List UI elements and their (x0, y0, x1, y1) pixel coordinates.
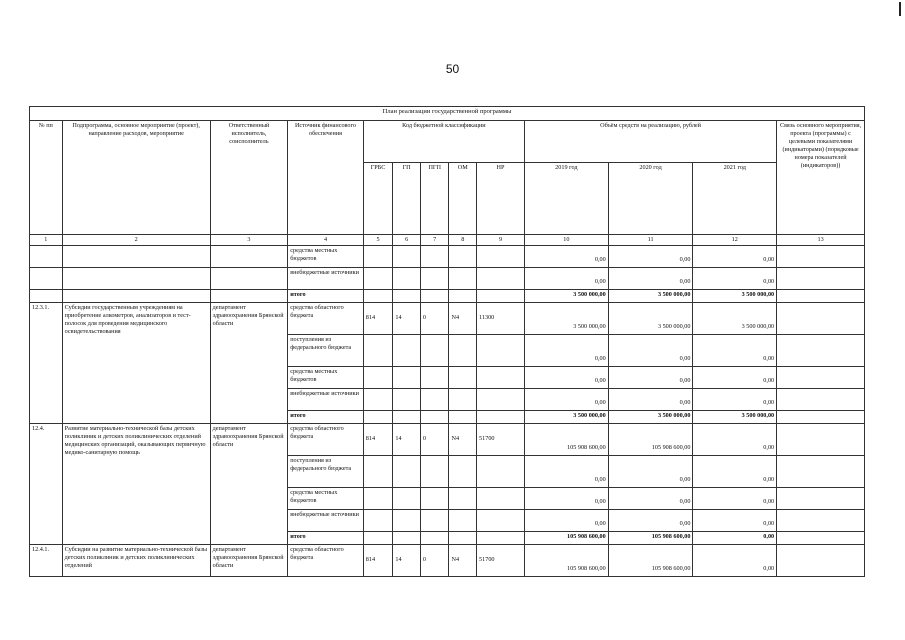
row-amount-2021: 3 500 000,00 (693, 410, 777, 423)
header-subprogram: Подпрограмма, основное мероприятие (проект), направление расходов, мероприятие (62, 121, 210, 235)
row-amount-2020: 0,00 (608, 455, 693, 487)
row-source: средства областного бюджета (288, 423, 364, 455)
table-row (30, 423, 865, 455)
row-code-grbs (363, 289, 393, 302)
column-number: 1 (30, 235, 63, 246)
row-amount-2019: 0,00 (525, 245, 609, 267)
header-budget-code: Код бюджетной классификации (363, 121, 524, 163)
row-code-np (477, 289, 525, 302)
row-code-np (477, 334, 525, 366)
row-code-np (477, 487, 525, 509)
column-number: 11 (608, 235, 693, 246)
row-source: поступления из федерального бюджета (288, 455, 364, 487)
row-amount-2021: 0,00 (693, 334, 777, 366)
row-code-np (477, 388, 525, 410)
scan-edge-mark (899, 2, 901, 16)
row-code-gp (393, 366, 421, 388)
row-code-om (449, 410, 477, 423)
row-code-gp (393, 289, 421, 302)
program-plan-table (29, 106, 865, 577)
row-amount-2019: 3 500 000,00 (525, 410, 609, 423)
row-amount-2021: 0,00 (693, 388, 777, 410)
row-code-pgp (420, 366, 449, 388)
row-code-grbs (363, 509, 393, 531)
row-link (777, 388, 865, 410)
row-source: средства местных бюджетов (288, 245, 364, 267)
row-code-om (449, 455, 477, 487)
row-responsible (210, 289, 288, 302)
header-responsible: Ответственный исполнитель, соисполнитель (210, 121, 288, 235)
row-source: итого (288, 289, 364, 302)
row-amount-2020: 0,00 (608, 487, 693, 509)
header-np: НР (477, 163, 525, 235)
header-om: ОМ (449, 163, 477, 235)
row-responsible: департамент здравоохранения Брянской области (210, 423, 288, 544)
column-number: 6 (393, 235, 421, 246)
row-amount-2021: 3 500 000,00 (693, 289, 777, 302)
row-link (777, 544, 865, 576)
table-title: План реализации государственной программы (30, 107, 865, 121)
row-code-grbs (363, 531, 393, 544)
row-amount-2020: 0,00 (608, 267, 693, 289)
row-amount-2019: 105 908 600,00 (525, 531, 609, 544)
row-code-grbs: 814 (363, 423, 393, 455)
row-amount-2019: 0,00 (525, 509, 609, 531)
row-code-pgp (420, 267, 449, 289)
row-link (777, 531, 865, 544)
header-2021: 2021 год (693, 163, 777, 235)
row-amount-2019: 0,00 (525, 455, 609, 487)
row-code-grbs (363, 366, 393, 388)
row-code-om (449, 245, 477, 267)
row-code-grbs (363, 410, 393, 423)
row-number (30, 289, 63, 302)
row-code-om (449, 334, 477, 366)
row-link (777, 509, 865, 531)
row-code-pgp (420, 245, 449, 267)
row-code-pgp (420, 289, 449, 302)
row-amount-2021: 0,00 (693, 245, 777, 267)
row-code-pgp (420, 410, 449, 423)
row-activity: Субсидии на развитие материально-технической базы детских поликлиник и детских поликлинических отделений (62, 544, 210, 576)
row-code-np (477, 410, 525, 423)
column-number: 5 (363, 235, 393, 246)
column-number: 8 (449, 235, 477, 246)
row-activity: Развитие материально-технической базы детских поликлиник и детских поликлинических отделений медицинских организаций, оказывающих первичную медико-санитарную помощь (62, 423, 210, 544)
column-number: 10 (525, 235, 609, 246)
header-gp: ГП (393, 163, 421, 235)
row-code-om: N4 (449, 302, 477, 334)
row-amount-2020: 105 908 600,00 (608, 531, 693, 544)
row-code-grbs (363, 455, 393, 487)
row-code-grbs (363, 334, 393, 366)
row-number: 12.3.1. (30, 302, 63, 423)
table-row (30, 289, 865, 302)
row-number: 12.4.1. (30, 544, 63, 576)
row-link (777, 423, 865, 455)
column-number: 7 (420, 235, 449, 246)
row-link (777, 334, 865, 366)
row-code-gp (393, 245, 421, 267)
row-code-gp (393, 334, 421, 366)
header-num: № пп (30, 121, 63, 235)
row-code-gp (393, 388, 421, 410)
row-code-om: N4 (449, 423, 477, 455)
row-amount-2021: 0,00 (693, 423, 777, 455)
row-code-pgp (420, 531, 449, 544)
row-code-gp (393, 487, 421, 509)
row-amount-2020: 0,00 (608, 388, 693, 410)
row-code-np: 51700 (477, 544, 525, 576)
row-code-pgp: 0 (420, 302, 449, 334)
table-row (30, 302, 865, 334)
row-link (777, 289, 865, 302)
row-activity: Субсидии государственным учреждениям на приобретение алкометров, анализаторов и тест-полосок для проведения медицинского освидетельствования (62, 302, 210, 423)
row-code-pgp (420, 487, 449, 509)
row-activity (62, 289, 210, 302)
row-source: поступления из федерального бюджета (288, 334, 364, 366)
row-code-np (477, 531, 525, 544)
row-code-gp (393, 410, 421, 423)
row-code-om (449, 289, 477, 302)
row-source: итого (288, 531, 364, 544)
row-code-grbs: 814 (363, 544, 393, 576)
row-activity (62, 245, 210, 267)
row-code-om (449, 267, 477, 289)
row-amount-2021: 0,00 (693, 531, 777, 544)
table-row (30, 245, 865, 267)
table-row (30, 267, 865, 289)
row-source: средства местных бюджетов (288, 487, 364, 509)
row-amount-2021: 0,00 (693, 267, 777, 289)
row-code-grbs (363, 487, 393, 509)
row-amount-2021: 0,00 (693, 544, 777, 576)
row-code-om (449, 388, 477, 410)
row-number (30, 245, 63, 267)
header-pgp: ПГП (420, 163, 449, 235)
header-2019: 2019 год (525, 163, 609, 235)
row-link (777, 267, 865, 289)
header-volume: Объём средств на реализацию, рублей (525, 121, 777, 163)
row-code-np (477, 455, 525, 487)
row-code-gp: 14 (393, 302, 421, 334)
row-link (777, 455, 865, 487)
row-code-np: 11300 (477, 302, 525, 334)
column-number: 3 (210, 235, 288, 246)
row-responsible: департамент здравоохранения Брянской области (210, 302, 288, 423)
row-code-om (449, 487, 477, 509)
column-number: 9 (477, 235, 525, 246)
row-code-gp (393, 455, 421, 487)
row-code-grbs (363, 245, 393, 267)
row-amount-2020: 3 500 000,00 (608, 302, 693, 334)
row-amount-2020: 3 500 000,00 (608, 289, 693, 302)
row-code-pgp (420, 388, 449, 410)
row-source: итого (288, 410, 364, 423)
row-code-np (477, 267, 525, 289)
row-code-grbs (363, 388, 393, 410)
row-link (777, 245, 865, 267)
row-code-grbs (363, 267, 393, 289)
row-number: 12.4. (30, 423, 63, 544)
row-code-gp: 14 (393, 423, 421, 455)
row-amount-2019: 3 500 000,00 (525, 302, 609, 334)
row-amount-2021: 0,00 (693, 366, 777, 388)
row-amount-2019: 0,00 (525, 388, 609, 410)
row-amount-2020: 0,00 (608, 366, 693, 388)
row-code-grbs: 814 (363, 302, 393, 334)
row-source: средства областного бюджета (288, 544, 364, 576)
row-amount-2020: 3 500 000,00 (608, 410, 693, 423)
row-activity (62, 267, 210, 289)
row-amount-2019: 105 908 600,00 (525, 423, 609, 455)
row-amount-2019: 0,00 (525, 334, 609, 366)
row-amount-2019: 0,00 (525, 366, 609, 388)
row-code-pgp (420, 455, 449, 487)
header-link: Связь основного мероприятия, проекта (программы) с целевыми показателями (индикаторами) (порядковые номера показателей (индикаторов)) (777, 121, 865, 235)
row-amount-2019: 0,00 (525, 487, 609, 509)
row-responsible: департамент здравоохранения Брянской области (210, 544, 288, 576)
header-grbs: ГРБС (363, 163, 393, 235)
row-amount-2021: 0,00 (693, 509, 777, 531)
row-code-np (477, 245, 525, 267)
row-amount-2020: 105 908 600,00 (608, 544, 693, 576)
row-code-pgp: 0 (420, 423, 449, 455)
row-code-gp (393, 531, 421, 544)
row-source: внебюджетные источники (288, 509, 364, 531)
row-amount-2019: 0,00 (525, 267, 609, 289)
row-code-np: 51700 (477, 423, 525, 455)
row-code-pgp (420, 334, 449, 366)
row-code-om (449, 509, 477, 531)
row-amount-2020: 0,00 (608, 509, 693, 531)
row-amount-2021: 3 500 000,00 (693, 302, 777, 334)
row-code-om (449, 366, 477, 388)
row-source: внебюджетные источники (288, 388, 364, 410)
row-responsible (210, 245, 288, 267)
row-code-pgp (420, 509, 449, 531)
row-amount-2019: 105 908 600,00 (525, 544, 609, 576)
table-row (30, 544, 865, 576)
row-source: внебюджетные источники (288, 267, 364, 289)
row-amount-2020: 105 908 600,00 (608, 423, 693, 455)
row-code-gp: 14 (393, 544, 421, 576)
column-number: 2 (62, 235, 210, 246)
row-amount-2020: 0,00 (608, 334, 693, 366)
column-number: 4 (288, 235, 364, 246)
column-number: 12 (693, 235, 777, 246)
header-source: Источник финансового обеспечения (288, 121, 364, 235)
row-responsible (210, 267, 288, 289)
row-code-om: N4 (449, 544, 477, 576)
row-code-pgp: 0 (420, 544, 449, 576)
row-source: средства областного бюджета (288, 302, 364, 334)
row-link (777, 487, 865, 509)
row-code-np (477, 366, 525, 388)
row-code-gp (393, 267, 421, 289)
header-2020: 2020 год (608, 163, 693, 235)
row-code-gp (393, 509, 421, 531)
row-source: средства местных бюджетов (288, 366, 364, 388)
row-code-np (477, 509, 525, 531)
row-code-om (449, 531, 477, 544)
row-amount-2019: 3 500 000,00 (525, 289, 609, 302)
row-link (777, 302, 865, 334)
row-link (777, 366, 865, 388)
row-number (30, 267, 63, 289)
page-number: 50 (445, 62, 460, 76)
row-amount-2020: 0,00 (608, 245, 693, 267)
row-link (777, 410, 865, 423)
column-number: 13 (777, 235, 865, 246)
row-amount-2021: 0,00 (693, 455, 777, 487)
row-amount-2021: 0,00 (693, 487, 777, 509)
